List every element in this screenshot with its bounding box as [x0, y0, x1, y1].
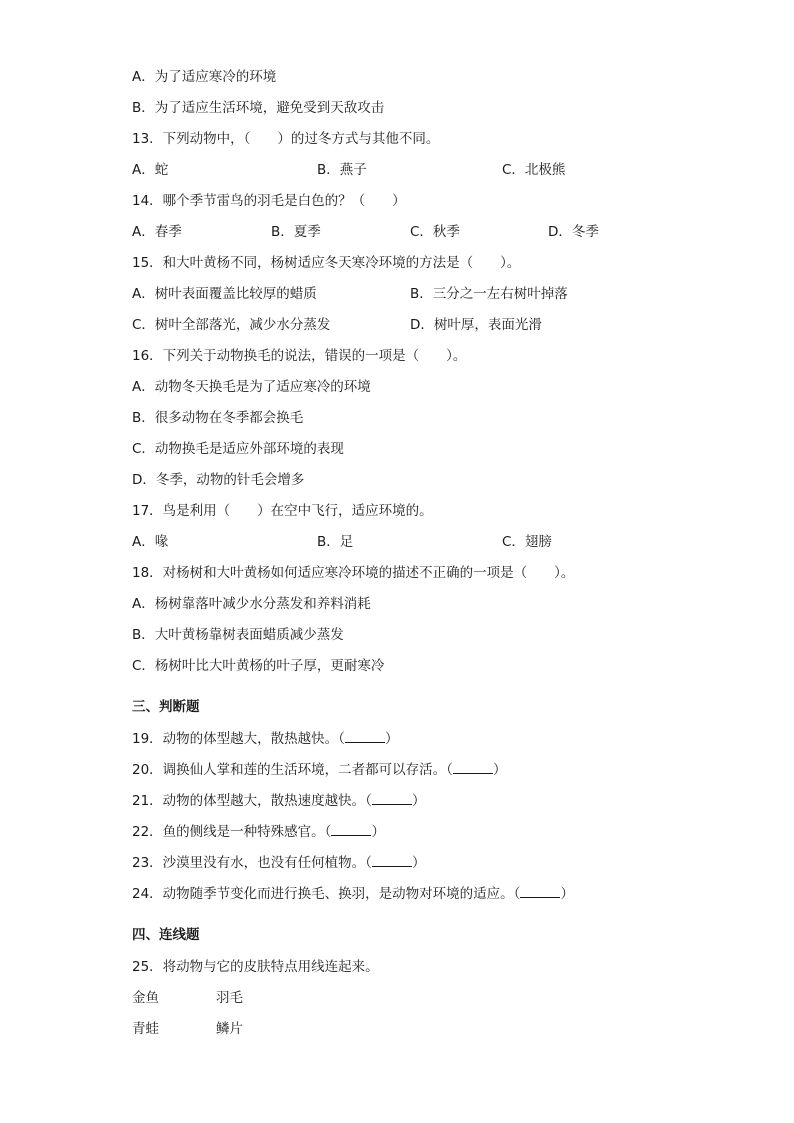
question-15-options-row1 — [132, 279, 752, 310]
judge-text: 20．调换仙人掌和莲的生活环境，二者都可以存活。（ — [132, 762, 453, 778]
option-d: D．树叶厚，表面光滑 — [410, 317, 542, 333]
judge-close: ） — [411, 793, 426, 809]
option-d: D．冬季，动物的针毛会增多 — [132, 472, 305, 488]
question-16-stem: 16．下列关于动物换毛的说法，错误的一项是（ ）。 — [132, 348, 467, 364]
section-title-matching: 四、连线题 — [132, 927, 200, 943]
judge-close: ） — [384, 731, 399, 747]
option-a: A．喙 — [132, 534, 169, 550]
judge-close: ） — [411, 855, 426, 871]
judge-close: ） — [560, 886, 574, 902]
option-c: C．秋季 — [410, 224, 460, 240]
question-25-stem: 25．将动物与它的皮肤特点用线连起来。 — [132, 959, 379, 975]
option-a: A．杨树靠落叶减少水分蒸发和养料消耗 — [132, 596, 371, 612]
question-13-stem: 13．下列动物中，（ ）的过冬方式与其他不同。 — [132, 131, 440, 147]
option-c: C．翅膀 — [502, 534, 552, 550]
judge-text: 23．沙漠里没有水，也没有任何植物。（ — [132, 855, 372, 871]
section-title-judge: 三、判断题 — [132, 699, 200, 715]
judge-item-21 — [132, 786, 752, 817]
question-17-stem: 17．鸟是利用（ ）在空中飞行，适应环境的。 — [132, 503, 433, 519]
question-17-options — [132, 527, 752, 558]
option-b: B．很多动物在冬季都会换毛 — [132, 410, 304, 426]
option-c: C．动物换毛是适应外部环境的表现 — [132, 441, 344, 457]
option-a: A．春季 — [132, 224, 182, 240]
answer-blank[interactable] — [331, 821, 371, 836]
option-a: A．蛇 — [132, 162, 169, 178]
judge-text: 22．鱼的侧线是一种特殊感官。（ — [132, 824, 332, 840]
option-c: C．杨树叶比大叶黄杨的叶子厚，更耐寒冷 — [132, 658, 385, 674]
option-b: B．足 — [317, 534, 354, 550]
judge-close: ） — [371, 824, 385, 840]
judge-close: ） — [492, 762, 507, 778]
option-b: B．大叶黄杨靠树表面蜡质减少蒸发 — [132, 627, 344, 643]
match-right-item[interactable]: 羽毛 — [216, 990, 243, 1006]
option-line: A．为了适应寒冷的环境 — [132, 69, 277, 85]
question-15-options-row2 — [132, 310, 752, 341]
question-15-stem: 15．和大叶黄杨不同，杨树适应冬天寒冷环境的方法是（ ）。 — [132, 255, 521, 271]
option-a: A．树叶表面覆盖比较厚的蜡质 — [132, 286, 317, 302]
answer-blank[interactable] — [453, 759, 493, 774]
judge-item-22 — [132, 817, 752, 848]
option-line: B．为了适应生活环境，避免受到天敌攻击 — [132, 100, 385, 116]
judge-item-19 — [132, 724, 752, 755]
judge-item-23 — [132, 848, 752, 879]
judge-text: 21．动物的体型越大，散热速度越快。（ — [132, 793, 372, 809]
match-pair — [132, 983, 752, 1014]
worksheet-page — [132, 62, 752, 1045]
answer-blank[interactable] — [520, 883, 560, 898]
answer-blank[interactable] — [372, 852, 412, 867]
option-b: B．燕子 — [317, 162, 367, 178]
match-right-item[interactable]: 鳞片 — [216, 1021, 243, 1037]
option-d: D．冬季 — [548, 224, 599, 240]
match-left-item[interactable]: 金鱼 — [132, 990, 159, 1006]
match-left-item[interactable]: 青蛙 — [132, 1021, 159, 1037]
option-a: A．动物冬天换毛是为了适应寒冷的环境 — [132, 379, 371, 395]
question-13-options — [132, 155, 752, 186]
judge-text: 24．动物随季节变化而进行换毛、换羽，是动物对环境的适应。（ — [132, 886, 521, 902]
answer-blank[interactable] — [372, 790, 412, 805]
answer-blank[interactable] — [345, 728, 385, 743]
question-18-stem: 18．对杨树和大叶黄杨如何适应寒冷环境的描述不正确的一项是（ ）。 — [132, 565, 575, 581]
question-14-options — [132, 217, 752, 248]
judge-item-20 — [132, 755, 752, 786]
question-14-stem: 14．哪个季节雷鸟的羽毛是白色的？（ ） — [132, 193, 406, 209]
judge-text: 19．动物的体型越大，散热越快。（ — [132, 731, 345, 747]
option-b: B．三分之一左右树叶掉落 — [410, 286, 568, 302]
option-b: B．夏季 — [271, 224, 321, 240]
option-c: C．北极熊 — [502, 162, 566, 178]
match-pair — [132, 1014, 752, 1045]
option-c: C．树叶全部落光，减少水分蒸发 — [132, 317, 331, 333]
judge-item-24 — [132, 879, 752, 910]
